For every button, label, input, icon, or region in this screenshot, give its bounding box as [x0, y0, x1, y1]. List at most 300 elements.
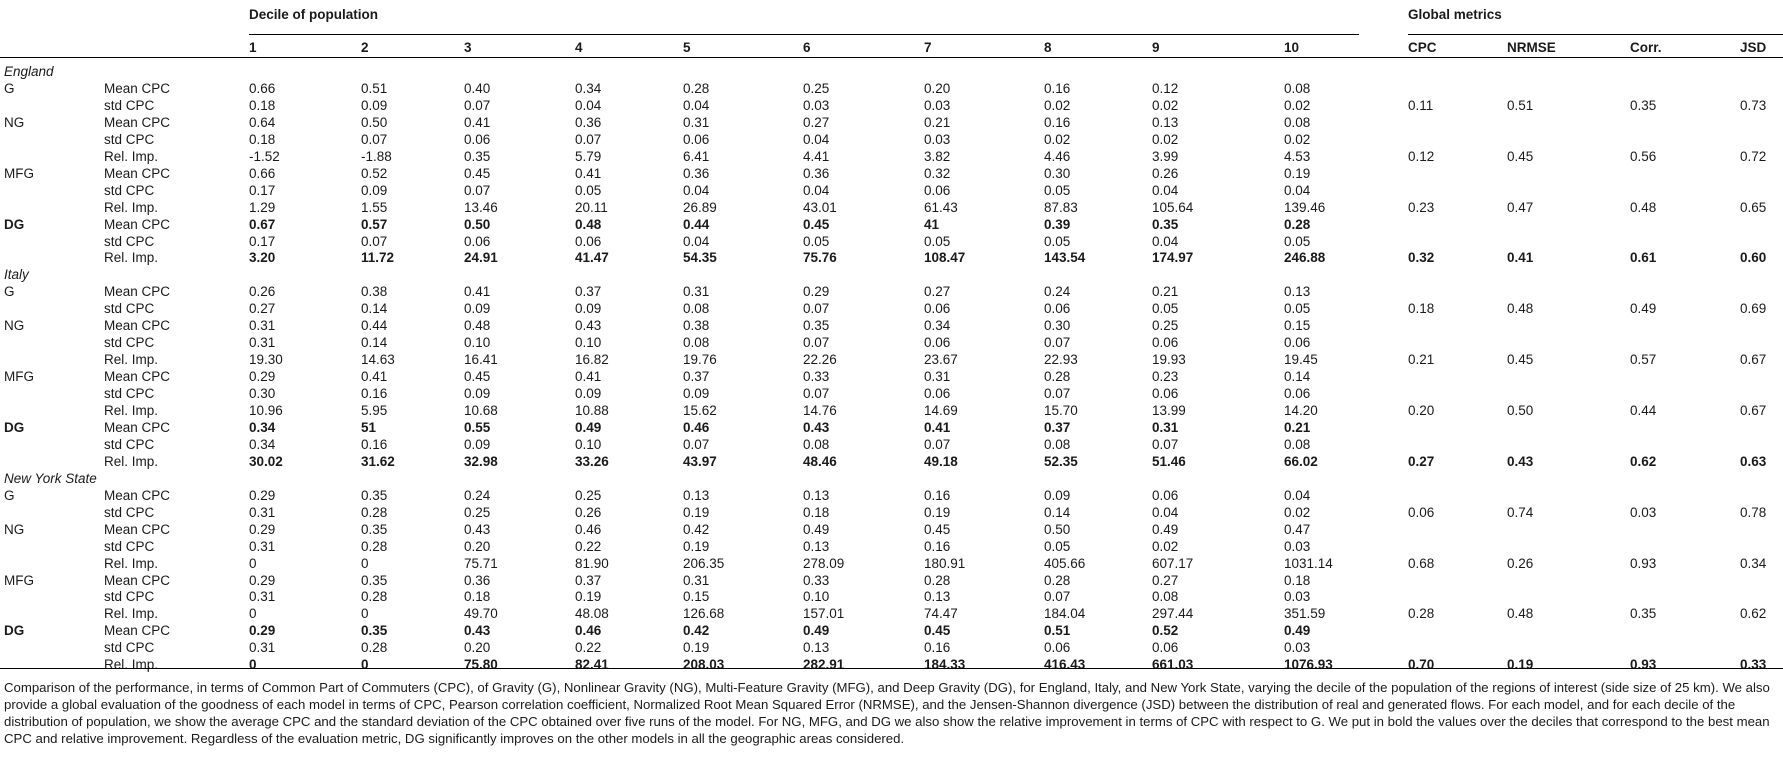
table-cell: 0.07: [1044, 386, 1071, 402]
table-cell: 0.06: [464, 131, 491, 147]
table-cell: 0.13: [924, 589, 951, 605]
table-cell: 0: [361, 657, 369, 673]
metric-row-label: Mean CPC: [104, 572, 171, 588]
table-cell: 0.06: [1284, 335, 1311, 351]
table-cell: 0.06: [575, 233, 602, 249]
table-cell: 282.91: [803, 657, 845, 673]
table-cell: 5.95: [361, 403, 388, 418]
table-cell: 22.93: [1044, 352, 1078, 368]
global-metric-cell: 0.11: [1408, 97, 1434, 113]
table-cell: 0: [249, 657, 257, 673]
table-cell: 0.08: [1284, 80, 1311, 96]
metric-row-label: Rel. Imp.: [104, 148, 159, 164]
table-cell: 661.03: [1152, 657, 1194, 673]
table-cell: 184.33: [924, 657, 966, 673]
table-cell: 0.02: [1044, 131, 1071, 147]
table-cell: 0.31: [683, 114, 710, 130]
header-bottom-rule: [0, 57, 1783, 58]
table-cell: 81.90: [575, 555, 609, 571]
table-cell: 0.08: [1044, 436, 1071, 452]
table-cell: 0: [249, 555, 257, 571]
global-metric-cell: 0.48: [1507, 301, 1534, 317]
table-cell: 0.17: [249, 233, 276, 249]
table-cell: 4.41: [803, 148, 830, 164]
table-cell: 1.55: [361, 199, 388, 215]
table-cell: 0.04: [1152, 504, 1179, 520]
table-cell: 0.31: [249, 538, 276, 554]
table-cell: 0.45: [464, 369, 491, 385]
table-cell: 0.07: [361, 131, 388, 147]
table-cell: 0.49: [1152, 521, 1179, 537]
global-metric-cell: 0.28: [1408, 606, 1435, 622]
table-cell: 0.15: [683, 589, 710, 605]
table-cell: 0.49: [803, 623, 830, 639]
table-cell: 0.18: [249, 131, 276, 147]
global-metric-cell: 0.72: [1740, 148, 1767, 164]
table-cell: 0.25: [803, 80, 830, 96]
table-cell: 32.98: [464, 453, 498, 469]
table-cell: 0.09: [464, 386, 491, 402]
table-cell: 5.79: [575, 148, 602, 164]
model-label: MFG: [4, 369, 34, 385]
table-cell: 351.59: [1284, 606, 1326, 622]
table-cell: 41.47: [575, 250, 609, 266]
table-cell: 0.07: [361, 233, 388, 249]
table-cell: 0.04: [803, 131, 830, 147]
table-cell: 0.20: [924, 80, 951, 96]
model-label: NG: [4, 114, 25, 130]
metric-header: JSD: [1740, 40, 1767, 55]
table-cell: 33.26: [575, 453, 609, 469]
table-cell: 0.10: [803, 589, 830, 605]
table-cell: 0.16: [924, 640, 951, 656]
table-cell: 0.14: [361, 335, 388, 351]
metric-row-label: std CPC: [104, 504, 155, 520]
table-cell: 0.29: [249, 369, 276, 385]
decile-header-3: 3: [464, 40, 472, 55]
table-cell: 0.20: [464, 538, 491, 554]
table-cell: 0.43: [575, 318, 602, 334]
table-cell: 13.46: [464, 199, 498, 215]
table-cell: 3.99: [1152, 148, 1179, 164]
metric-row-label: std CPC: [104, 131, 155, 147]
table-cell: 0.13: [1284, 284, 1311, 300]
table-cell: 0.43: [803, 419, 830, 435]
table-cell: 0.38: [683, 318, 710, 334]
table-cell: 0.28: [1044, 572, 1071, 588]
table-cell: 4.53: [1284, 148, 1311, 164]
metric-row-label: Mean CPC: [104, 165, 171, 181]
table-cell: 0.04: [683, 182, 710, 198]
table-cell: 246.88: [1284, 250, 1326, 266]
table-cell: 51.46: [1152, 453, 1186, 469]
table-cell: 607.17: [1152, 555, 1194, 571]
table-cell: 0.04: [683, 97, 710, 113]
table-cell: 0.23: [1152, 369, 1179, 385]
table-cell: 0.07: [575, 131, 602, 147]
model-label: G: [4, 284, 15, 300]
table-cell: 0.29: [249, 623, 276, 639]
table-cell: 405.66: [1044, 555, 1086, 571]
table-cell: 0.40: [464, 80, 491, 96]
table-cell: 30.02: [249, 453, 283, 469]
global-metric-cell: 0.61: [1630, 250, 1657, 266]
table-cell: 0.09: [575, 386, 602, 402]
table-cell: 1.29: [249, 199, 276, 215]
table-cell: 49.70: [464, 606, 498, 622]
table-cell: 0.07: [464, 182, 491, 198]
table-cell: 0.52: [1152, 623, 1179, 639]
table-cell: 0.28: [361, 589, 388, 605]
table-cell: 0.02: [1284, 97, 1311, 113]
table-cell: 0.41: [464, 284, 491, 300]
metric-row-label: Rel. Imp.: [104, 657, 159, 673]
decile-header-7: 7: [924, 40, 932, 55]
table-cell: 0.19: [1284, 165, 1311, 181]
table-cell: 0.07: [803, 335, 830, 351]
table-cell: 0.15: [1284, 318, 1311, 334]
table-cell: 0.02: [1284, 504, 1311, 520]
table-cell: 0.43: [464, 521, 491, 537]
table-cell: 20.11: [575, 199, 608, 215]
global-metric-cell: 0.70: [1408, 657, 1435, 673]
table-cell: 0.06: [683, 131, 710, 147]
table-cell: 0.03: [803, 97, 830, 113]
global-metric-cell: 0.47: [1507, 199, 1534, 215]
metric-row-label: std CPC: [104, 436, 155, 452]
table-cell: 0.21: [1152, 284, 1179, 300]
table-cell: 0.25: [464, 504, 491, 520]
table-cell: 0.16: [361, 386, 388, 402]
global-metric-cell: 0.32: [1408, 250, 1435, 266]
global-metric-cell: 0.44: [1630, 403, 1657, 418]
table-cell: 0.20: [464, 640, 491, 656]
decile-header-8: 8: [1044, 40, 1052, 55]
table-cell: 0.28: [1284, 216, 1311, 232]
table-cell: 75.76: [803, 250, 837, 266]
decile-header-4: 4: [575, 40, 583, 55]
global-metric-cell: 0.48: [1507, 606, 1534, 622]
table-cell: 0.31: [249, 589, 276, 605]
decile-header-10: 10: [1284, 40, 1300, 55]
table-cell: 208.03: [683, 657, 725, 673]
table-cell: 0.45: [924, 521, 951, 537]
model-label: NG: [4, 318, 25, 334]
model-label: DG: [4, 623, 25, 639]
table-cell: 139.46: [1284, 199, 1326, 215]
global-metric-cell: 0.03: [1630, 504, 1657, 520]
table-cell: 0.12: [1152, 80, 1179, 96]
model-label: G: [4, 80, 15, 96]
global-metric-cell: 0.18: [1408, 301, 1435, 317]
global-metric-cell: 0.43: [1507, 453, 1534, 469]
decile-header-9: 9: [1152, 40, 1160, 55]
metric-row-label: Mean CPC: [104, 369, 171, 385]
metric-row-label: std CPC: [104, 589, 155, 605]
table-cell: 0.26: [249, 284, 276, 300]
table-cell: 0.07: [803, 386, 830, 402]
table-cell: 0.44: [683, 216, 710, 232]
table-cell: 0.29: [249, 572, 276, 588]
table-cell: 0.41: [464, 114, 491, 130]
table-cell: 0.37: [683, 369, 710, 385]
table-cell: 10.88: [575, 403, 609, 418]
table-cell: 43.01: [803, 199, 837, 215]
table-cell: 74.47: [924, 606, 958, 622]
table-cell: 0: [361, 606, 369, 622]
table-cell: 0.06: [1284, 386, 1311, 402]
global-metric-cell: 0.33: [1740, 657, 1767, 673]
global-metrics-header: Global metrics: [1408, 7, 1502, 22]
table-cell: 0.27: [1152, 572, 1179, 588]
metric-row-label: std CPC: [104, 386, 155, 402]
table-cell: 14.76: [803, 403, 837, 418]
table-cell: 0.07: [1044, 335, 1071, 351]
table-cell: 0.64: [249, 114, 276, 130]
table-cell: 0.14: [1044, 504, 1071, 520]
table-cell: 0.30: [249, 386, 276, 402]
metric-row-label: std CPC: [104, 301, 155, 317]
global-metric-cell: 0.68: [1408, 555, 1435, 571]
global-group-rule: [1408, 34, 1783, 35]
table-cell: 22.26: [803, 352, 837, 368]
table-cell: 0.41: [924, 419, 951, 435]
table-cell: 0.09: [683, 386, 710, 402]
table-cell: 0.31: [249, 335, 276, 351]
region-label: England: [4, 64, 54, 79]
global-metric-cell: 0.45: [1507, 352, 1534, 368]
global-metric-cell: 0.93: [1630, 555, 1657, 571]
table-cell: 0.49: [1284, 623, 1311, 639]
table-cell: 0.08: [1284, 114, 1311, 130]
region-label: Italy: [4, 267, 29, 283]
model-label: MFG: [4, 165, 34, 181]
table-cell: 0: [249, 606, 257, 622]
table-cell: 0.09: [464, 436, 491, 452]
table-cell: 0.35: [361, 521, 388, 537]
model-label: MFG: [4, 572, 34, 588]
table-cell: 0.37: [575, 572, 602, 588]
global-metric-cell: 0.65: [1740, 199, 1767, 215]
table-cell: 31.62: [361, 453, 395, 469]
table-cell: 0.50: [361, 114, 388, 130]
table-cell: 0.05: [924, 233, 951, 249]
metric-row-label: Rel. Imp.: [104, 250, 159, 266]
global-metric-cell: 0.62: [1740, 606, 1767, 622]
table-cell: 0.37: [1044, 419, 1071, 435]
table-cell: 0.06: [1044, 640, 1071, 656]
table-cell: 0.19: [575, 589, 602, 605]
table-cell: 0.42: [683, 521, 710, 537]
table-cell: 14.63: [361, 352, 395, 368]
table-cell: 0.35: [464, 148, 491, 164]
decile-header-1: 1: [249, 40, 257, 55]
table-cell: 0.46: [575, 521, 602, 537]
table-cell: 19.30: [249, 352, 283, 368]
global-metric-cell: 0.57: [1630, 352, 1657, 368]
global-metric-cell: 0.41: [1507, 250, 1534, 266]
table-cell: 0.13: [803, 487, 830, 503]
table-cell: 14.69: [924, 403, 958, 418]
global-metric-cell: 0.23: [1408, 199, 1435, 215]
table-cell: 0.18: [464, 589, 491, 605]
table-cell: 0.31: [924, 369, 951, 385]
table-cell: 0.29: [249, 487, 276, 503]
table-cell: 0.16: [1044, 114, 1071, 130]
global-metric-cell: 0.51: [1507, 97, 1534, 113]
table-cell: 0.24: [464, 487, 491, 503]
table-cell: 0.06: [1152, 335, 1179, 351]
table-cell: 19.76: [683, 352, 717, 368]
global-metric-cell: 0.45: [1507, 148, 1534, 164]
decile-header-5: 5: [683, 40, 691, 55]
table-cell: 0.46: [683, 419, 710, 435]
global-metric-cell: 0.60: [1740, 250, 1767, 266]
table-cell: 0.52: [361, 165, 388, 181]
table-cell: 66.02: [1284, 453, 1318, 469]
table-cell: 0.36: [683, 165, 710, 181]
table-cell: 0.06: [1152, 640, 1179, 656]
table-cell: 54.35: [683, 250, 717, 266]
table-cell: 0.03: [924, 131, 951, 147]
table-cell: 0.26: [1152, 165, 1179, 181]
table-cell: 0.26: [575, 504, 602, 520]
table-cell: 26.89: [683, 199, 717, 215]
table-cell: 0.18: [1284, 572, 1311, 588]
table-cell: 0.18: [249, 97, 276, 113]
table-cell: 0.21: [1284, 419, 1311, 435]
table-cell: 0.37: [575, 284, 602, 300]
table-cell: 180.91: [924, 555, 966, 571]
table-cell: 19.93: [1152, 352, 1186, 368]
table-cell: 0.03: [1284, 589, 1311, 605]
table-cell: 0.33: [803, 572, 830, 588]
table-cell: 0.28: [361, 640, 388, 656]
table-cell: 0.47: [1284, 521, 1311, 537]
table-cell: 0.02: [1152, 97, 1179, 113]
table-cell: 0.22: [575, 538, 602, 554]
table-cell: 0.07: [683, 436, 710, 452]
table-cell: 1076.93: [1284, 657, 1333, 673]
table-cell: 0.39: [1044, 216, 1071, 232]
table-cell: 0.35: [361, 623, 388, 639]
table-cell: 0.33: [803, 369, 830, 385]
table-cell: 416.43: [1044, 657, 1086, 673]
table-cell: 0.30: [1044, 165, 1071, 181]
table-cell: 0.05: [1044, 538, 1071, 554]
table-cell: 108.47: [924, 250, 966, 266]
table-cell: 0.48: [575, 216, 602, 232]
metric-row-label: Rel. Imp.: [104, 199, 159, 215]
table-cell: 0.25: [575, 487, 602, 503]
global-metric-cell: 0.67: [1740, 352, 1767, 368]
table-cell: 0.04: [683, 233, 710, 249]
global-metric-cell: 0.35: [1630, 606, 1657, 622]
table-cell: 0.04: [1284, 182, 1311, 198]
metric-row-label: std CPC: [104, 538, 155, 554]
table-cell: 184.04: [1044, 606, 1086, 622]
table-cell: 16.41: [464, 352, 498, 368]
metric-row-label: Mean CPC: [104, 114, 171, 130]
table-cell: 143.54: [1044, 250, 1086, 266]
decile-header-2: 2: [361, 40, 369, 55]
table-cell: 0.41: [575, 165, 602, 181]
table-cell: 0.34: [249, 436, 276, 452]
table-cell: 0.30: [1044, 318, 1071, 334]
table-cell: 15.62: [683, 403, 717, 418]
metric-row-label: Mean CPC: [104, 216, 171, 232]
model-label: DG: [4, 419, 25, 435]
table-cell: 0.04: [1152, 233, 1179, 249]
table-cell: 0.08: [803, 436, 830, 452]
table-cell: 0.07: [1044, 589, 1071, 605]
table-cell: 0.09: [1044, 487, 1071, 503]
table-cell: 0.27: [249, 301, 276, 317]
table-cell: 0.29: [803, 284, 830, 300]
global-metric-cell: 0.78: [1740, 504, 1767, 520]
model-label: NG: [4, 521, 25, 537]
table-cell: 0.66: [249, 165, 276, 181]
decile-header-6: 6: [803, 40, 811, 55]
table-cell: 0.02: [1284, 131, 1311, 147]
metric-row-label: Rel. Imp.: [104, 606, 159, 622]
table-cell: 49.18: [924, 453, 958, 469]
metric-row-label: Mean CPC: [104, 80, 171, 96]
table-cell: 0.03: [1284, 640, 1311, 656]
metric-row-label: std CPC: [104, 335, 155, 351]
global-metric-cell: 0.74: [1507, 504, 1534, 520]
table-cell: 51: [361, 419, 377, 435]
table-cell: 0.31: [249, 504, 276, 520]
metric-row-label: Rel. Imp.: [104, 403, 159, 418]
table-cell: 0.04: [1284, 487, 1311, 503]
table-cell: 0.51: [361, 80, 388, 96]
table-cell: 0.06: [924, 386, 951, 402]
table-cell: 4.46: [1044, 148, 1071, 164]
table-cell: 15.70: [1044, 403, 1078, 418]
table-cell: 19.45: [1284, 352, 1318, 368]
global-metric-cell: 0.12: [1408, 148, 1435, 164]
table-cell: 0.25: [1152, 318, 1179, 334]
table-cell: 0.05: [1284, 233, 1311, 249]
table-caption: Comparison of the performance, in terms of Common Part of Commuters (CPC), of Gravity (G), Nonlinear Gravity (NG), Multi-Feature Gravity (MFG), and Deep Gravity (DG), for England, Italy, and New York State, varying the decile of the population of the regions of interest (side size of 25 km). We also provide a global evaluation of the goodness of each model in terms of CPC, Pearson correlation coefficient, Normalized Root Mean Squared Error (NRMSE), and the Jensen-Shannon divergence (JSD) between the distribution of real and generated flows. For each model, and for each decile of the distribution of population, we show the average CPC and the standard deviation of the CPC obtained over five runs of the model. For NG, MFG, and DG we also show the relative improvement in terms of CPC with respect to G. We put in bold the values over the deciles that correspond to the best mean CPC and relative improvement. Regardless of the evaluation metric, DG significantly improves on the other models in all the geographic areas considered.: [4, 680, 1770, 746]
table-bottom-rule: [0, 668, 1783, 669]
metric-row-label: Rel. Imp.: [104, 453, 159, 469]
table-cell: 0.06: [924, 182, 951, 198]
table-cell: 0.16: [1044, 80, 1071, 96]
table-cell: 0.27: [803, 114, 830, 130]
table-cell: 0.31: [683, 284, 710, 300]
table-cell: 0.35: [803, 318, 830, 334]
table-cell: 0.16: [361, 436, 388, 452]
table-cell: 0.36: [464, 572, 491, 588]
table-cell: 3.20: [249, 250, 276, 266]
metric-row-label: Mean CPC: [104, 318, 171, 334]
table-cell: 0.09: [361, 182, 388, 198]
table-cell: 0.28: [1044, 369, 1071, 385]
table-cell: 16.82: [575, 352, 609, 368]
metric-row-label: Rel. Imp.: [104, 555, 159, 571]
global-metric-cell: 0.73: [1740, 97, 1767, 113]
table-cell: 0.04: [1152, 182, 1179, 198]
global-metric-cell: 0.62: [1630, 453, 1657, 469]
table-cell: 0.16: [924, 487, 951, 503]
table-cell: 0.45: [803, 216, 830, 232]
table-cell: 0.16: [924, 538, 951, 554]
region-label: New York State: [4, 470, 97, 486]
table-cell: 0.09: [464, 301, 491, 317]
global-metric-cell: 0.63: [1740, 453, 1767, 469]
